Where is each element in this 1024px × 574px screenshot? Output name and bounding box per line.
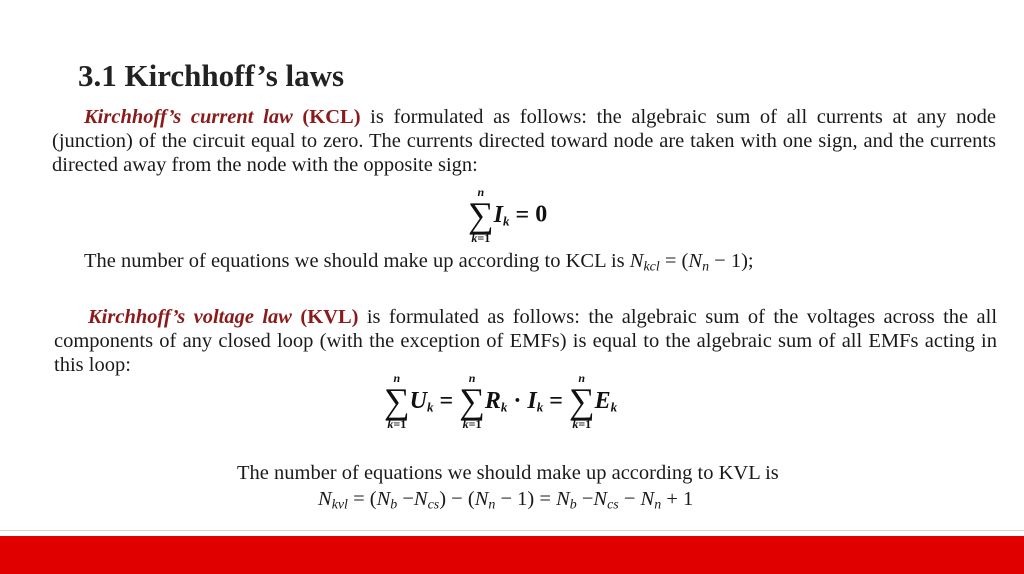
kvl-equation-count: The number of equations we should make up according to KVL is xyxy=(237,462,779,484)
kcl-paragraph xyxy=(52,105,996,177)
kcl-formula: n ∑ k=1 $I_k = 0$ xyxy=(468,185,548,245)
slide-title: 3.1 Kirchhoff’s laws xyxy=(78,58,345,93)
footer-bar xyxy=(0,536,1024,574)
footer-divider xyxy=(0,530,1024,531)
kcl-abbr: (KCL) xyxy=(302,106,361,128)
kvl-formula: n ∑ k=1 $U_k$ = n ∑ k=1 $R_k \cdot I_k$ = n ∑ k=1 $E_k$ xyxy=(384,371,618,431)
kvl-abbr: (KVL) xyxy=(300,306,359,328)
sum-symbol: n ∑ k=1 xyxy=(568,371,595,431)
sum-symbol: n ∑ k=1 xyxy=(468,185,494,245)
sum-symbol: n ∑ k=1 xyxy=(384,371,410,431)
kcl-definition: is formulated as follows: the algebraic sum of all currents at any node (junction) of the circuit equal to zero. The currents directed toward node are taken with one sign, and the currents directed away from the node with the opposite sign: xyxy=(52,106,997,176)
kvl-term: Kirchhoff’s voltage law xyxy=(88,306,292,328)
kvl-paragraph xyxy=(54,305,997,377)
kcl-equation-count: The number of equations we should make up according to KCL is $N_{kcl} = (N_n - 1)$; xyxy=(84,250,754,275)
kvl-equation-formula: $N_{kvl} = (N_b -N_{cs}) - (N_n - 1) = N_b -N_{cs} - N_n + 1$ xyxy=(318,488,694,513)
kcl-term: Kirchhoff’s current law xyxy=(84,106,293,128)
kvl-definition: is formulated as follows: the algebraic sum of the voltages across the all components of any closed loop (with the exception of EMFs) is equal to the algebraic sum of all EMFs acting in this loop: xyxy=(54,306,998,376)
sum-symbol: n ∑ k=1 xyxy=(459,371,485,431)
